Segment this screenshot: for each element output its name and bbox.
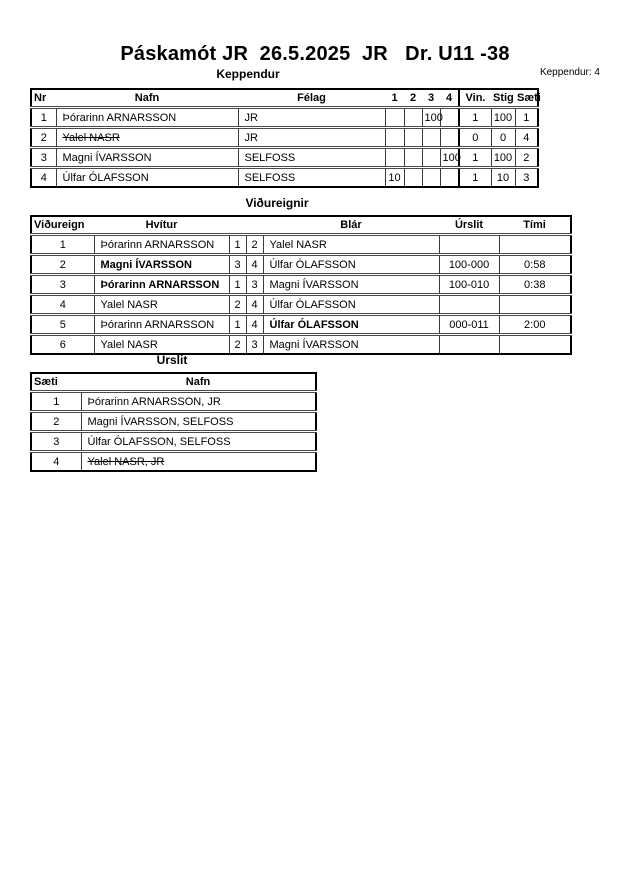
col-header-saeti: Sæti [517, 92, 541, 104]
cell-blue-name: Magni ÍVARSSON [263, 275, 439, 295]
col-header-nafn: Nafn [185, 376, 211, 388]
cell-blue-name: Úlfar ÓLAFSSON [263, 295, 439, 315]
cell-time [499, 295, 571, 315]
col-header-blue-number [246, 216, 263, 235]
cell-round3: 100 [422, 108, 440, 128]
table-row [31, 392, 316, 412]
col-header-vidureign: Viðureign [34, 219, 85, 231]
table-row [31, 295, 571, 315]
cell-white-name: Yalel NASR [94, 335, 229, 355]
col-header-round3: 3 [427, 92, 435, 104]
cell-nr: 3 [31, 148, 56, 168]
cell-result [439, 295, 499, 315]
cell-white-name: Magni ÍVARSSON [94, 255, 229, 275]
cell-match-nr: 3 [31, 275, 94, 295]
cell-result: 100-000 [439, 255, 499, 275]
cell-saeti: 2 [515, 148, 538, 168]
cell-blue-name: Úlfar ÓLAFSSON [263, 255, 439, 275]
header-row [31, 89, 538, 108]
keppendur-heading: Keppendur [216, 67, 280, 81]
cell-stig: 100 [491, 148, 515, 168]
cell-blue-nr: 4 [246, 315, 263, 335]
col-header-urslit: Úrslit [454, 219, 484, 231]
cell-saeti: 4 [515, 128, 538, 148]
vidureignir-heading: Viðureignir [245, 196, 309, 210]
cell-time [499, 235, 571, 255]
cell-round1 [385, 148, 404, 168]
cell-white-name: Yalel NASR [94, 295, 229, 315]
urslit-table [30, 372, 317, 472]
cell-blue-nr: 4 [246, 295, 263, 315]
cell-nafn: Úlfar ÓLAFSSON, SELFOSS [81, 432, 316, 452]
cell-round4: 100 [440, 148, 459, 168]
col-header-stig: Stig [493, 92, 514, 104]
cell-saeti: 1 [515, 108, 538, 128]
table-row [31, 275, 571, 295]
cell-nr: 4 [31, 168, 56, 188]
cell-felag: SELFOSS [238, 168, 385, 188]
col-header-timi: Tími [523, 219, 546, 231]
cell-time [499, 335, 571, 355]
cell-round4 [440, 168, 459, 188]
table-row [31, 168, 538, 188]
cell-round2 [404, 168, 422, 188]
cell-nr: 1 [31, 108, 56, 128]
cell-white-name: Þórarinn ARNARSSON [94, 275, 229, 295]
cell-match-nr: 4 [31, 295, 94, 315]
table-row [31, 432, 316, 452]
cell-white-nr: 2 [229, 335, 246, 355]
table-row [31, 452, 316, 472]
cell-time: 2:00 [499, 315, 571, 335]
cell-blue-nr: 2 [246, 235, 263, 255]
col-header-round4: 4 [445, 92, 453, 104]
cell-white-name: Þórarinn ARNARSSON [94, 315, 229, 335]
table-row [31, 128, 538, 148]
cell-round2 [404, 148, 422, 168]
cell-nafn: Þórarinn ARNARSSON [56, 108, 238, 128]
cell-round2 [404, 108, 422, 128]
cell-time: 0:38 [499, 275, 571, 295]
cell-white-nr: 1 [229, 275, 246, 295]
cell-result [439, 235, 499, 255]
table-row [31, 412, 316, 432]
cell-result: 000-011 [439, 315, 499, 335]
col-header-felag: Félag [297, 92, 326, 104]
col-header-saeti: Sæti [34, 376, 58, 388]
cell-saeti: 3 [515, 168, 538, 188]
cell-blue-nr: 4 [246, 255, 263, 275]
table-row [31, 255, 571, 275]
cell-saeti: 1 [31, 392, 81, 412]
col-header-nr: Nr [34, 92, 47, 104]
vidureignir-table [30, 215, 572, 355]
col-header-white-number [229, 216, 246, 235]
cell-blue-name: Yalel NASR [263, 235, 439, 255]
cell-stig: 100 [491, 108, 515, 128]
cell-nafn: Þórarinn ARNARSSON, JR [81, 392, 316, 412]
keppendur-table [30, 88, 539, 188]
cell-match-nr: 6 [31, 335, 94, 355]
participants-count: Keppendur: 4 [539, 67, 600, 78]
table-row [31, 315, 571, 335]
col-header-nafn: Nafn [134, 92, 160, 104]
cell-match-nr: 1 [31, 235, 94, 255]
cell-stig: 10 [491, 168, 515, 188]
cell-round3 [422, 168, 440, 188]
cell-vin: 1 [459, 148, 491, 168]
cell-vin: 0 [459, 128, 491, 148]
cell-round1: 10 [385, 168, 404, 188]
cell-saeti: 2 [31, 412, 81, 432]
cell-match-nr: 5 [31, 315, 94, 335]
cell-blue-name: Úlfar ÓLAFSSON [263, 315, 439, 335]
cell-match-nr: 2 [31, 255, 94, 275]
cell-white-nr: 1 [229, 235, 246, 255]
col-header-hvitur: Hvítur [145, 219, 178, 231]
header-row [31, 373, 316, 392]
cell-felag: SELFOSS [238, 148, 385, 168]
cell-nr: 2 [31, 128, 56, 148]
cell-nafn: Yalel NASR, JR [81, 452, 316, 472]
table-row [31, 335, 571, 355]
page-title: Páskamót JR 26.5.2025 JR Dr. U11 -38 [120, 43, 510, 65]
col-header-round2: 2 [409, 92, 417, 104]
urslit-heading: Úrslit [156, 353, 188, 367]
cell-blue-name: Magni ÍVARSSON [263, 335, 439, 355]
table-row [31, 108, 538, 128]
cell-round2 [404, 128, 422, 148]
col-header-vin: Vin. [459, 89, 491, 108]
cell-nafn: Yalel NASR [56, 128, 238, 148]
header-row [31, 216, 571, 235]
cell-stig: 0 [491, 128, 515, 148]
cell-round3 [422, 128, 440, 148]
cell-nafn: Úlfar ÓLAFSSON [56, 168, 238, 188]
col-header-round1: 1 [391, 92, 398, 104]
col-header-blar: Blár [340, 219, 362, 231]
cell-saeti: 4 [31, 452, 81, 472]
cell-round4 [440, 128, 459, 148]
cell-vin: 1 [459, 108, 491, 128]
table-row [31, 148, 538, 168]
cell-time: 0:58 [499, 255, 571, 275]
cell-nafn: Magni ÍVARSSON [56, 148, 238, 168]
cell-round1 [385, 128, 404, 148]
cell-saeti: 3 [31, 432, 81, 452]
cell-result [439, 335, 499, 355]
cell-white-nr: 1 [229, 315, 246, 335]
cell-blue-nr: 3 [246, 275, 263, 295]
cell-white-name: Þórarinn ARNARSSON [94, 235, 229, 255]
cell-result: 100-010 [439, 275, 499, 295]
cell-felag: JR [238, 128, 385, 148]
cell-nafn: Magni ÍVARSSON, SELFOSS [81, 412, 316, 432]
cell-round3 [422, 148, 440, 168]
cell-blue-nr: 3 [246, 335, 263, 355]
cell-white-nr: 3 [229, 255, 246, 275]
table-row [31, 235, 571, 255]
cell-vin: 1 [459, 168, 491, 188]
cell-round1 [385, 108, 404, 128]
cell-white-nr: 2 [229, 295, 246, 315]
cell-felag: JR [238, 108, 385, 128]
